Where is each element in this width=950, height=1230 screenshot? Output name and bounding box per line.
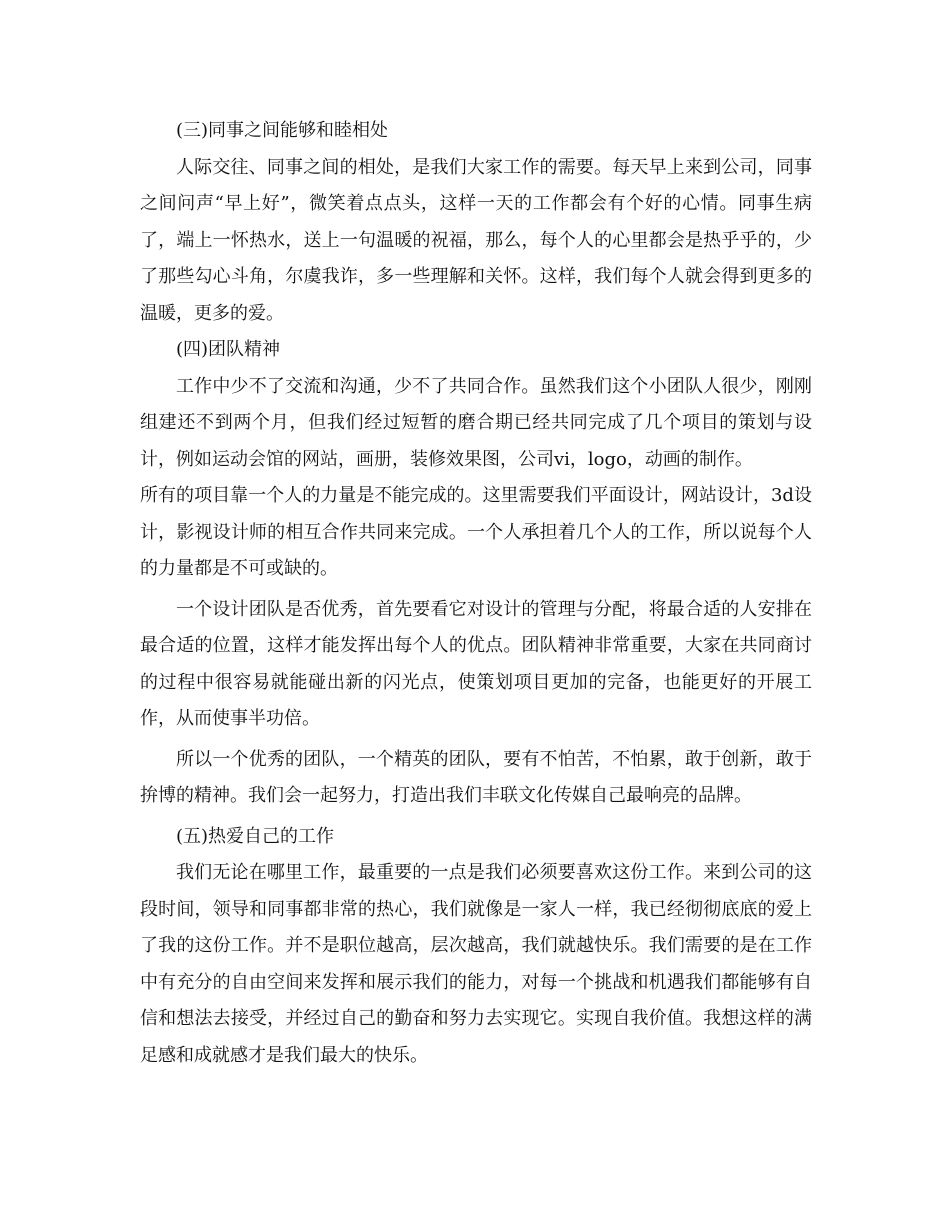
paragraph-team-spirit: 所以一个优秀的团队，一个精英的团队，要有不怕苦，不怕累，敢于创新，敢于拚博的精神。我们会一起努力，打造出我们丰联文化传媒自己最响亮的品牌。	[140, 748, 812, 806]
paragraph-team-management: 一个设计团队是否优秀，首先要看它对设计的管理与分配，将最合适的人安排在最合适的位置，这样才能发挥出每个人的优点。团队精神非常重要，大家在共同商讨的过程中很容易就能碰出新的闪光点，使策划项目更加的完备，也能更好的开展工作，从而使事半功倍。	[140, 598, 812, 729]
section-heading-4: (四)团队精神	[176, 339, 281, 360]
document-body	[140, 113, 812, 1074]
paragraph-love-work: 我们无论在哪里工作，最重要的一点是我们必须要喜欢这份工作。来到公司的这段时间，领导和同事都非常的热心，我们就像是一家人一样，我已经彻彻底底的爱上了我的这份工作。并不是职位越高，层次越高，我们就越快乐。我们需要的是在工作中有充分的自由空间来发挥和展示我们的能力，对每一个挑战和机遇我们都能够有自信和想法去接受，并经过自己的勤奋和努力去实现它。实现自我价值。我想这样的满足感和成就感才是我们最大的快乐。	[140, 862, 812, 1066]
section-heading-5: (五)热爱自己的工作	[176, 825, 335, 847]
paragraph-teamwork-intro: 工作中少不了交流和沟通，少不了共同合作。虽然我们这个小团队人很少，刚刚组建还不到两个月，但我们经过短暂的磨合期已经共同完成了几个项目的策划与设计，例如运动会馆的网站，画册，装修效果图，公司vi，logo，动画的制作。	[140, 375, 812, 470]
section-heading-3: (三)同事之间能够和睦相处	[176, 120, 389, 141]
paragraph-colleague-harmony: 人际交往、同事之间的相处，是我们大家工作的需要。每天早上来到公司，同事之间问声“早上好”，微笑着点点头，这样一天的工作都会有个好的心情。同事生病了，端上一怀热水，送上一句温暖的祝福，那么，每个人的心里都会是热乎乎的，少了那些勾心斗角，尔虞我诈，多一些理解和关怀。这样，我们每个人就会得到更多的温暖，更多的爱。	[140, 156, 812, 324]
paragraph-teamwork-projects: 所有的项目靠一个人的力量是不能完成的。这里需要我们平面设计，网站设计，3d设计，影视设计师的相互合作共同来完成。一个人承担着几个人的工作，所以说每个人的力量都是不可或缺的。	[140, 485, 812, 579]
